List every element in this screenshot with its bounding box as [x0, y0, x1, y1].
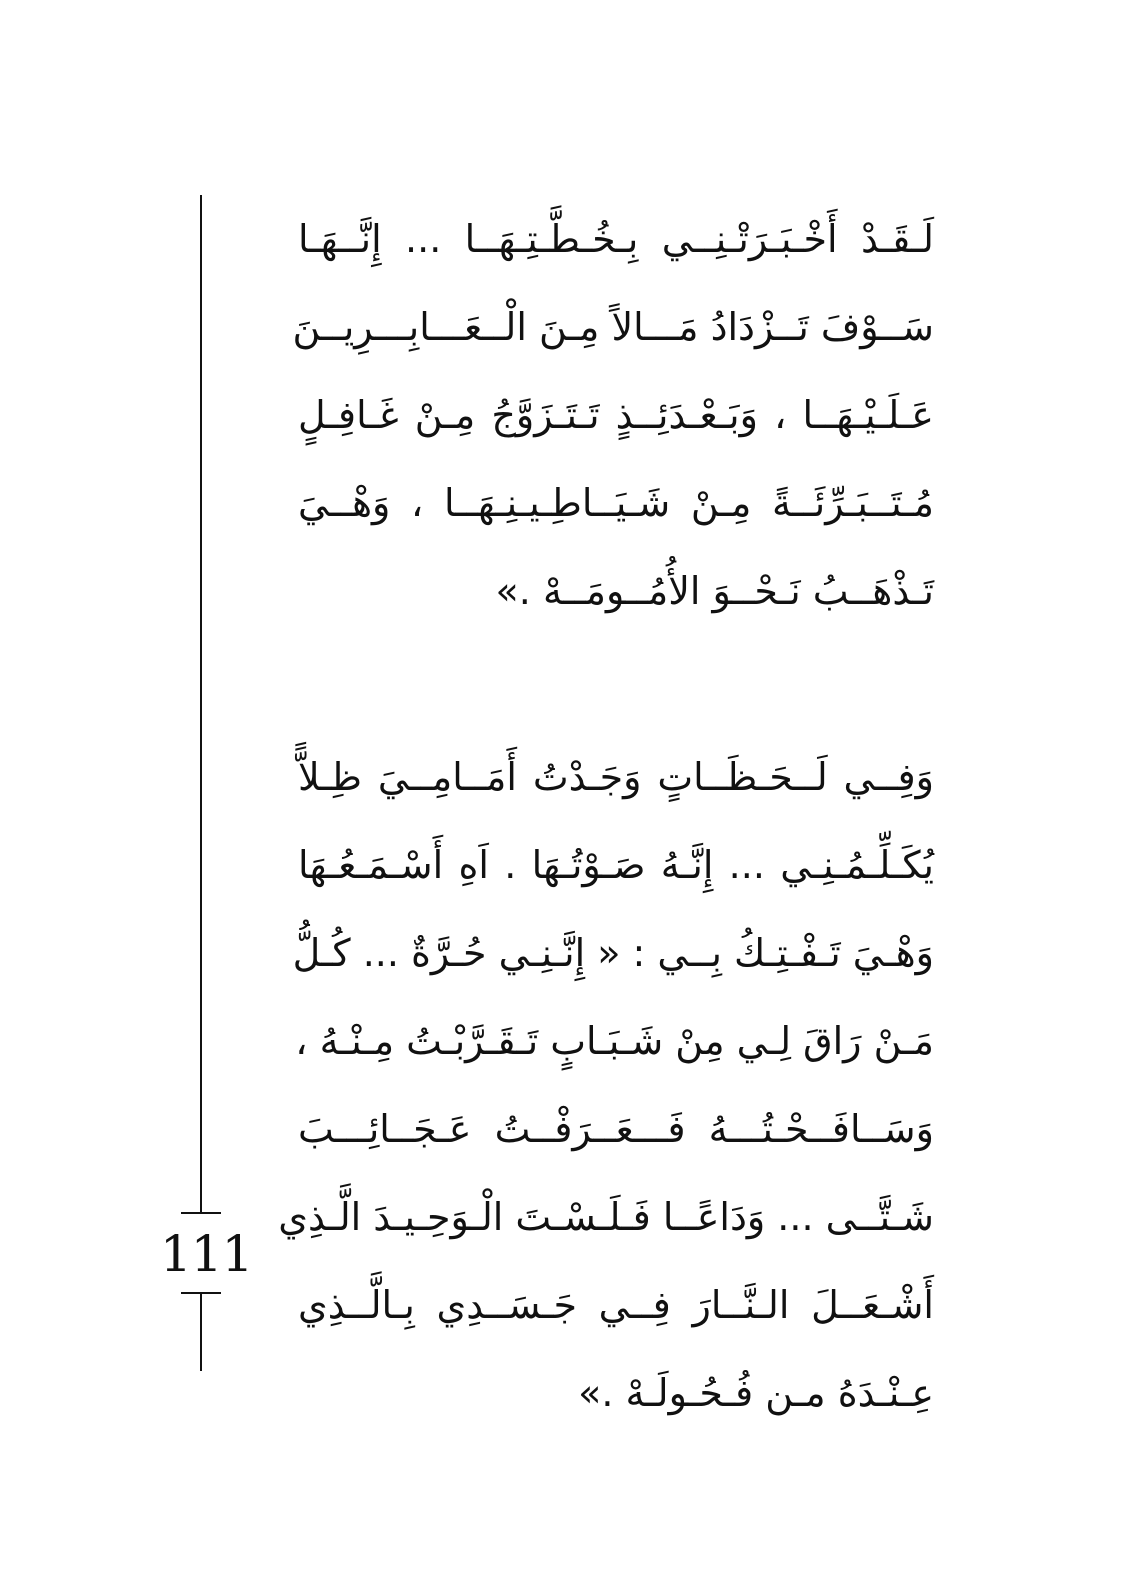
- page-number: 111: [160, 1225, 253, 1283]
- text-line: مَـنْ رَاقَ لِـي مِنْ شَـبَـابٍ تَـقَـرَّبْـتُ مِـنْـهُ ،: [295, 1019, 934, 1063]
- paragraph-1: [292, 195, 934, 635]
- text-line: لَـقَـدْ أَخْـبَـرَتْـنِــي بِـخُـطَّـتِـهَــا ... إِنَّــهَـا: [298, 217, 934, 261]
- text-line-last: عِـنْـدَهُ مـن فُـحُـولَـهْ .»: [578, 1371, 934, 1415]
- text-line: يُكَـلِّـمُـنِـي ... إِنَّـهُ صَـوْتُـهَا . اَهِ أَسْـمَـعُـهَا: [298, 843, 934, 887]
- text-column: [278, 195, 934, 1437]
- text-line: مُـتَــبَـرِّئَــةً مِـنْ شَـيَــاطِـيـنِـهَــا ، وَهْــيَ: [298, 481, 934, 525]
- paragraph-2: [278, 733, 934, 1437]
- text-line: وَسَــافَــحْـتُـــهُ فَـــعَــرَفْــتُ عَـجَــائِـــبَ: [298, 1107, 934, 1151]
- text-line: وَهْـيَ تَـفْـتِـكُ بِــي : « إِنَّـنِـي حُـرَّةٌ ... كُـلُّ: [292, 931, 934, 975]
- text-line: سَــوْفَ تَــزْدَادُ مَـــالاً مِـنَ الْــعَـــابِـــرِيــنَ: [292, 305, 934, 349]
- text-line: وَفِــي لَــحَـظَــاتٍ وَجَـدْتُ أَمَــامِــيَ ظِـلاًّ: [298, 755, 934, 799]
- text-line-last: تَـذْهَــبُ نَـحْــوَ الأُمُــومَــهْ .»: [495, 569, 934, 613]
- margin-rule-top: [200, 195, 202, 1213]
- text-line: أَشْـعَــلَ الـنَّــارَ فِــي جَـسَــدِي بِـالَّــذِي: [298, 1283, 934, 1327]
- text-line: شَـتَّــى ... وَدَاعًــا فَـلَـسْـتَ الْـوَحِـيـدَ الَّـذِي: [278, 1195, 934, 1239]
- page-number-top-bar: [181, 1212, 221, 1214]
- margin-rule-bottom: [200, 1293, 202, 1371]
- text-line: عَـلَـيْـهَــا ، وَبَـعْـدَئِــذٍ تَـتَـزَوَّجُ مِـنْ غَـافِـلٍ: [298, 393, 934, 437]
